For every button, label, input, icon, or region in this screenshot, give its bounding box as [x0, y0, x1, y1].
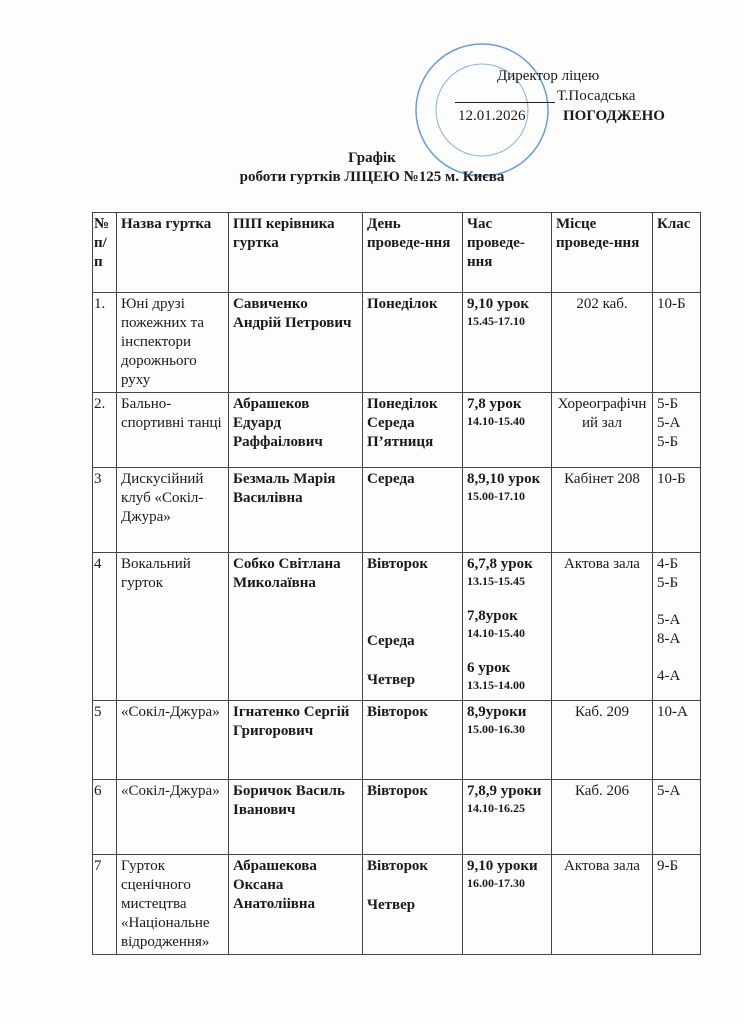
- cell-text: 5: [94, 704, 102, 720]
- class-list: [653, 468, 701, 553]
- meeting-days: [363, 468, 463, 553]
- cell-text: Каб. 209: [574, 704, 630, 720]
- meeting-place: [552, 468, 653, 553]
- cell-text: Юні друзі пожежних та інспектори дорожнього руху: [121, 296, 205, 388]
- club-name: [117, 468, 229, 553]
- cell-text: 5-А: [657, 415, 681, 431]
- cell-text: Вівторок: [367, 858, 429, 874]
- meeting-times: [463, 855, 552, 955]
- class-list: [653, 393, 701, 468]
- row-number: [93, 468, 117, 553]
- column-header: Клас: [653, 213, 701, 293]
- leader-name: [229, 553, 363, 701]
- club-name: [117, 293, 229, 393]
- cell-text: 5-Б: [657, 396, 679, 412]
- leader-name: [229, 293, 363, 393]
- cell-text: П’ятниця: [367, 434, 434, 450]
- cell-text: Собко Світлана Миколаївна: [233, 556, 341, 591]
- class-list: [653, 553, 701, 701]
- cell-text: Середа: [367, 633, 415, 649]
- cell-text: Середа: [367, 471, 415, 487]
- cell-text: 9-Б: [657, 858, 679, 874]
- schedule-table: [92, 212, 701, 955]
- cell-text: Актова зала: [564, 858, 640, 874]
- leader-name: [229, 701, 363, 780]
- table-row: [93, 393, 701, 468]
- class-list: [653, 701, 701, 780]
- row-number: [93, 553, 117, 701]
- cell-text: Вокальний гурток: [121, 556, 191, 591]
- row-number: [93, 855, 117, 955]
- cell-text: 10-Б: [657, 296, 686, 312]
- cell-text: Вівторок: [367, 783, 429, 799]
- leader-name: [229, 780, 363, 855]
- cell-text: Каб. 206: [574, 783, 630, 799]
- cell-text: 7,8,9 уроки: [467, 783, 542, 799]
- document-subtitle: роботи гуртків ЛІЦЕЮ №125 м. Києва: [239, 169, 505, 185]
- table-row: [93, 780, 701, 855]
- cell-text: Актова зала: [564, 556, 640, 572]
- cell-text: 14.10-15.40: [467, 414, 525, 428]
- row-number: [93, 293, 117, 393]
- leader-name: [229, 468, 363, 553]
- table-row: [93, 553, 701, 701]
- table-row: [93, 468, 701, 553]
- cell-text: 9,10 урок: [467, 296, 529, 312]
- meeting-days: [363, 553, 463, 701]
- document-title: Графік: [348, 150, 396, 166]
- approval-title: Директор ліцею: [497, 68, 600, 84]
- column-header: Місце проведе-ння: [552, 213, 653, 293]
- cell-text: 10-Б: [657, 471, 686, 487]
- cell-text: 6,7,8 урок: [467, 556, 533, 572]
- approval-status: ПОГОДЖЕНО: [563, 108, 665, 124]
- meeting-place: [552, 855, 653, 955]
- meeting-times: [463, 393, 552, 468]
- cell-text: 1.: [94, 296, 106, 312]
- meeting-place: [552, 393, 653, 468]
- cell-text: 15.45-17.10: [467, 314, 525, 328]
- cell-text: Вівторок: [367, 556, 429, 572]
- cell-text: 9,10 уроки: [467, 858, 538, 874]
- cell-text: 14.10-16.25: [467, 801, 525, 815]
- meeting-place: [552, 780, 653, 855]
- cell-text: 3: [94, 471, 102, 487]
- cell-text: Понеділок: [367, 396, 438, 412]
- cell-text: 8,9уроки: [467, 704, 527, 720]
- cell-text: Бально-спортивні танці: [121, 396, 222, 431]
- meeting-place: [552, 293, 653, 393]
- class-list: [653, 780, 701, 855]
- cell-text: 16.00-17.30: [467, 876, 525, 890]
- meeting-times: [463, 468, 552, 553]
- meeting-times: [463, 293, 552, 393]
- cell-text: 15.00-16.30: [467, 722, 525, 736]
- cell-text: Дискусійний клуб «Сокіл-Джура»: [121, 471, 204, 525]
- leader-name: [229, 855, 363, 955]
- approval-date: 12.01.2026: [458, 108, 526, 124]
- cell-text: 5-Б: [657, 575, 679, 591]
- club-name: [117, 701, 229, 780]
- cell-text: 13.15-14.00: [467, 678, 525, 692]
- cell-text: 202 каб.: [576, 296, 628, 312]
- meeting-days: [363, 701, 463, 780]
- cell-text: Понеділок: [367, 296, 438, 312]
- cell-text: Четвер: [367, 672, 416, 688]
- cell-text: 5-А: [657, 783, 681, 799]
- class-list: [653, 293, 701, 393]
- meeting-times: [463, 701, 552, 780]
- cell-text: Гурток сценічного мистецтва «Національне відродження»: [121, 858, 210, 950]
- cell-text: 5-А: [657, 612, 681, 628]
- cell-text: 14.10-15.40: [467, 626, 525, 640]
- club-name: [117, 855, 229, 955]
- club-name: [117, 393, 229, 468]
- table-row: [93, 855, 701, 955]
- cell-text: 2.: [94, 396, 106, 412]
- cell-text: 6: [94, 783, 102, 799]
- signature-line: [455, 88, 555, 103]
- class-list: [653, 855, 701, 955]
- cell-text: 4-Б: [657, 556, 679, 572]
- meeting-days: [363, 293, 463, 393]
- cell-text: 7: [94, 858, 102, 874]
- club-name: [117, 780, 229, 855]
- cell-text: 8,9,10 урок: [467, 471, 541, 487]
- row-number: [93, 780, 117, 855]
- cell-text: 4: [94, 556, 102, 572]
- cell-text: Середа: [367, 415, 415, 431]
- cell-text: Савиченко Андрій Петрович: [233, 296, 352, 331]
- column-header: Назва гуртка: [117, 213, 229, 293]
- cell-text: Вівторок: [367, 704, 429, 720]
- cell-text: 8-А: [657, 631, 681, 647]
- meeting-times: [463, 780, 552, 855]
- row-number: [93, 393, 117, 468]
- meeting-place: [552, 701, 653, 780]
- column-header: ПІП керівника гуртка: [229, 213, 363, 293]
- cell-text: Абрашекова Оксана Анатоліівна: [233, 858, 317, 912]
- cell-text: «Сокіл-Джура»: [121, 704, 220, 720]
- cell-text: 10-А: [657, 704, 688, 720]
- cell-text: Хореографічний зал: [557, 396, 647, 431]
- club-name: [117, 553, 229, 701]
- column-header: Час проведе-ння: [463, 213, 552, 293]
- approval-name: Т.Посадська: [557, 88, 636, 104]
- meeting-place: [552, 553, 653, 701]
- meeting-days: [363, 780, 463, 855]
- cell-text: Боричок Василь Іванович: [233, 783, 345, 818]
- table-row: [93, 293, 701, 393]
- cell-text: Четвер: [367, 897, 416, 913]
- cell-text: 15.00-17.10: [467, 489, 525, 503]
- cell-text: Абрашеков Едуард Раффаілович: [233, 396, 323, 450]
- table-row: [93, 701, 701, 780]
- cell-text: Кабінет 208: [564, 471, 640, 487]
- cell-text: Безмаль Марія Василівна: [233, 471, 336, 506]
- leader-name: [229, 393, 363, 468]
- cell-text: 5-Б: [657, 434, 679, 450]
- cell-text: Ігнатенко Сергій Григорович: [233, 704, 350, 739]
- meeting-days: [363, 855, 463, 955]
- cell-text: «Сокіл-Джура»: [121, 783, 220, 799]
- meeting-days: [363, 393, 463, 468]
- meeting-times: [463, 553, 552, 701]
- row-number: [93, 701, 117, 780]
- cell-text: 7,8 урок: [467, 396, 522, 412]
- cell-text: 13.15-15.45: [467, 574, 525, 588]
- column-header: День проведе-ння: [363, 213, 463, 293]
- cell-text: 6 урок: [467, 660, 511, 676]
- cell-text: 4-А: [657, 668, 681, 684]
- column-header: № п/п: [93, 213, 117, 293]
- cell-text: 7,8урок: [467, 608, 518, 624]
